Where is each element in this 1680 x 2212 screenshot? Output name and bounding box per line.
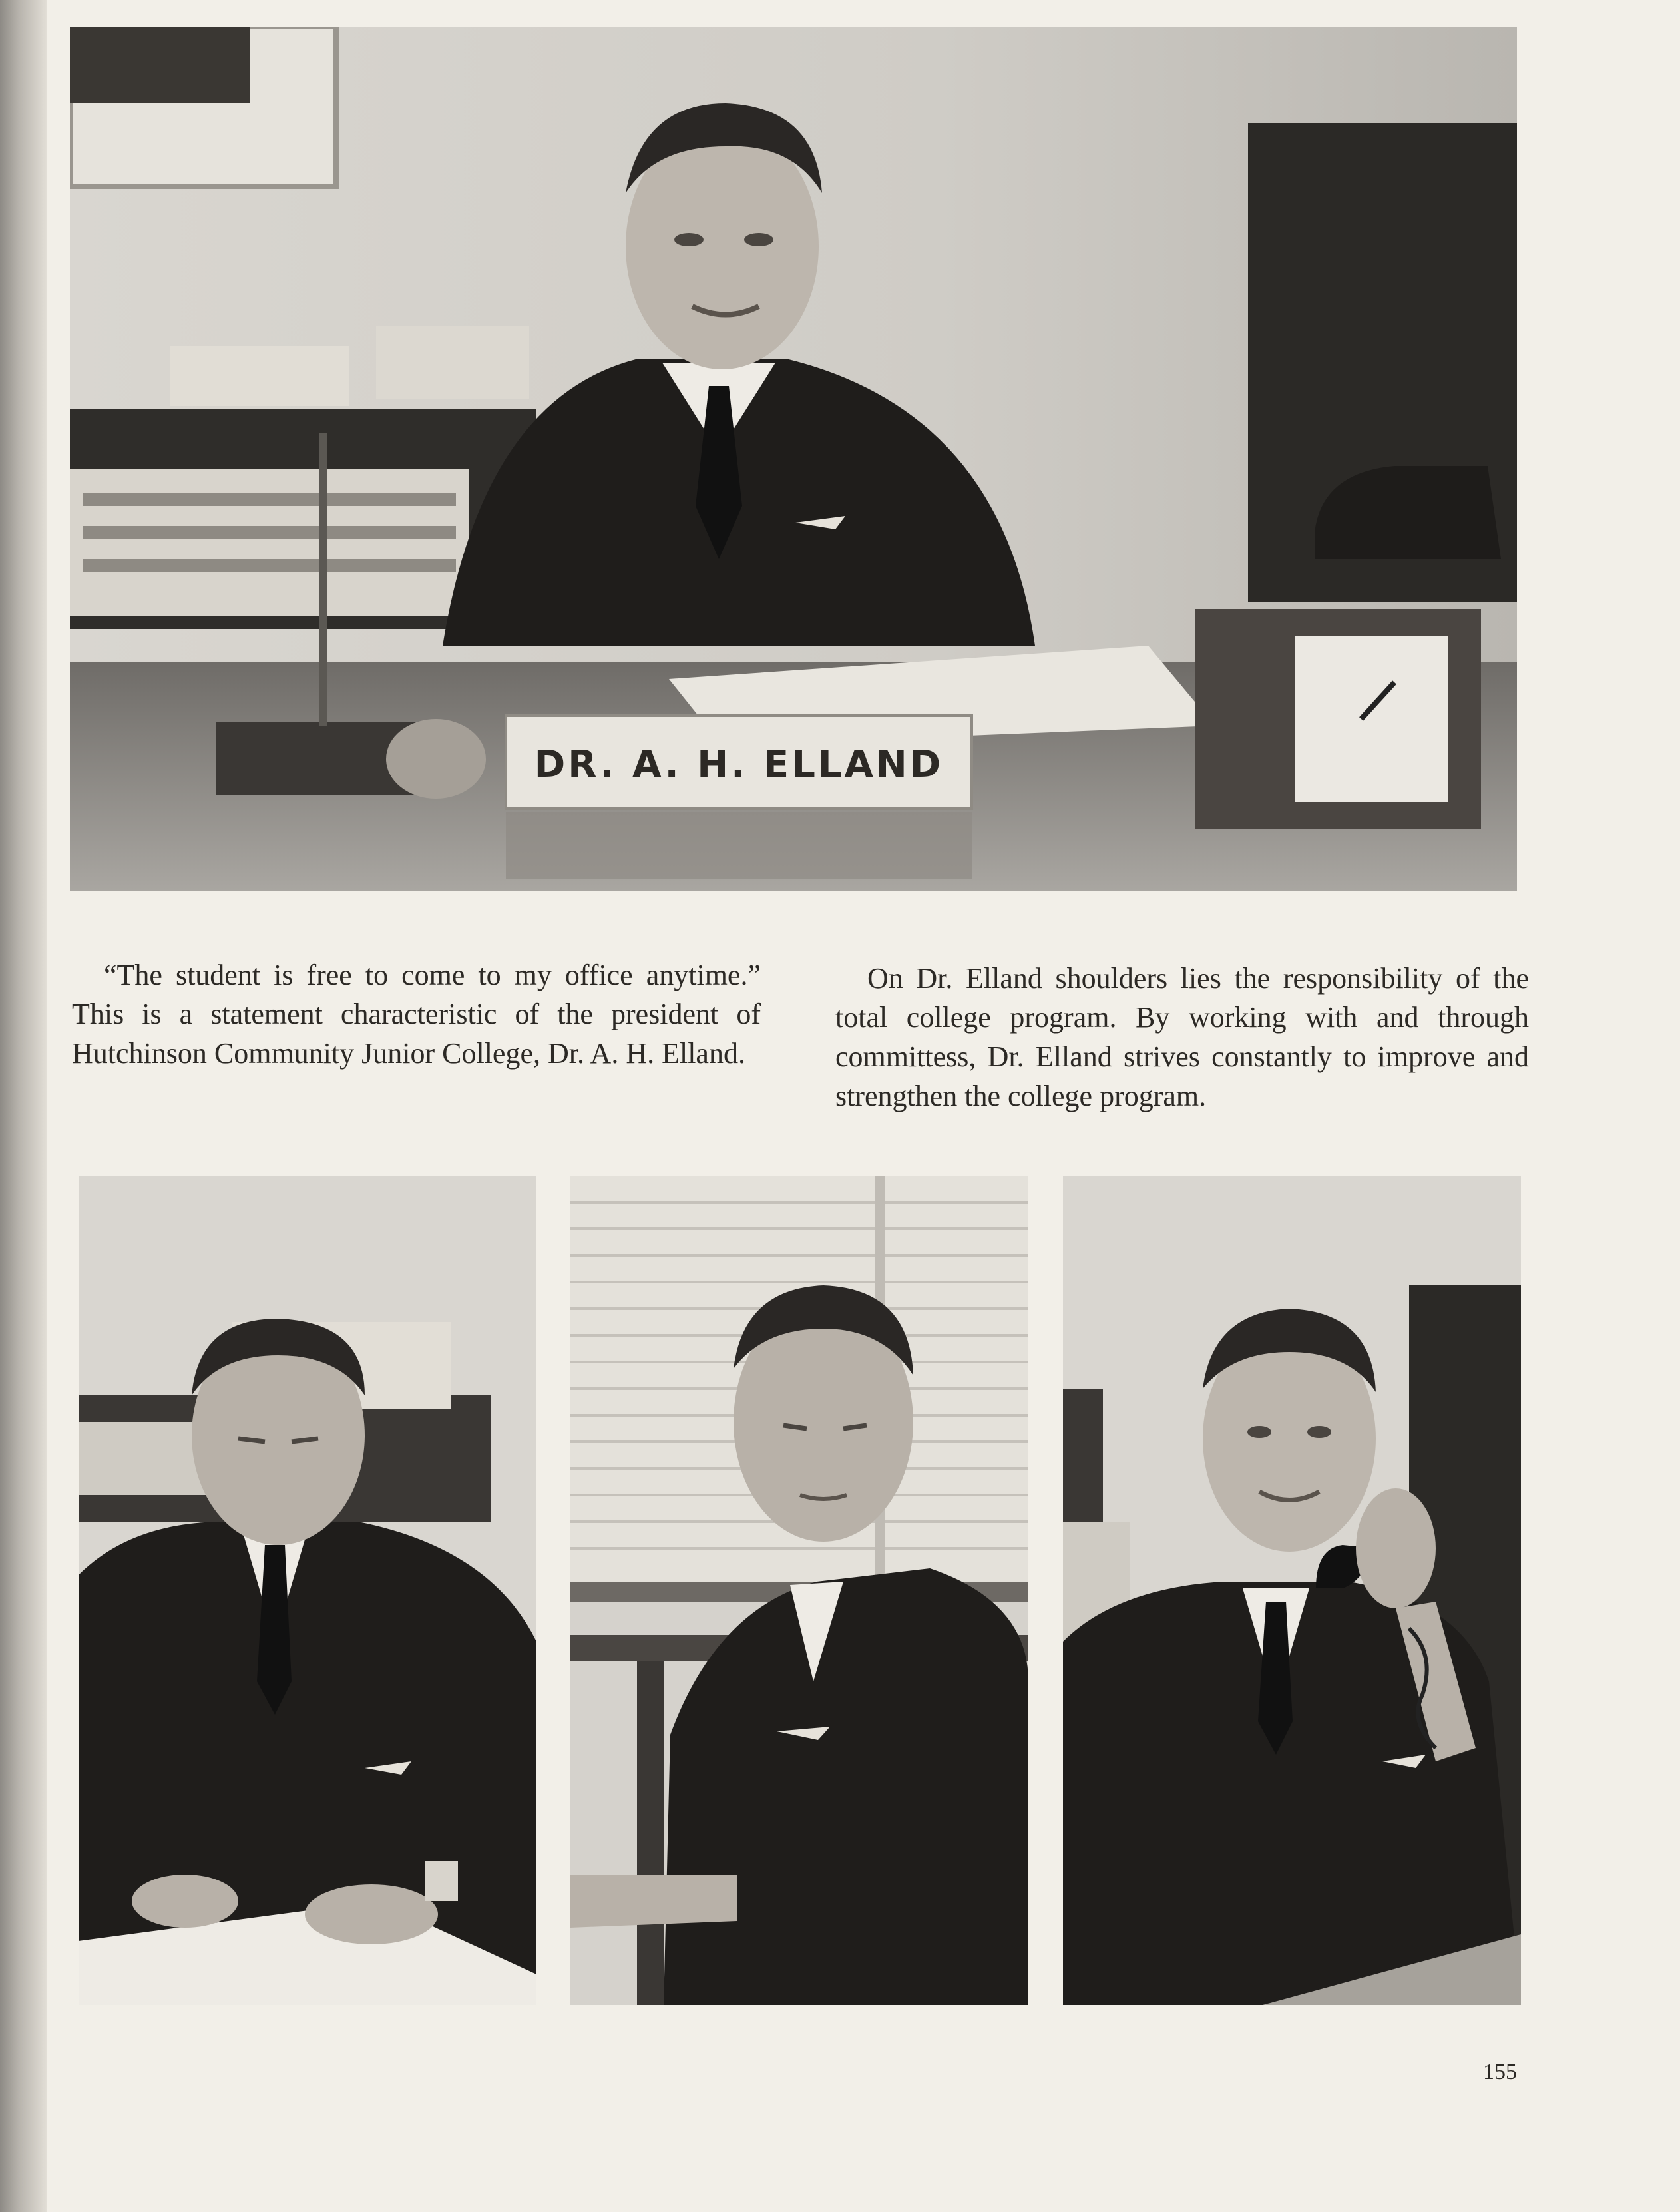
bottom-center-photo: [570, 1176, 1028, 2005]
page-number: 155: [1483, 2060, 1517, 2084]
main-photo: [70, 27, 1517, 891]
caption-right: On Dr. Elland shoulders lies the responsibility of the total college program. By working with and through committess, Dr. Elland strives constantly to improve and strengthen the college program.: [835, 962, 1529, 1112]
bottom-left-photo: [79, 1176, 536, 2005]
caption-left: “The student is free to come to my office anytime.” This is a statement characteristic of the president of Hutchinson Community Junior College, Dr. A. H. Elland.: [72, 959, 761, 1070]
nameplate-text: DR. A. H. ELLAND: [534, 743, 944, 786]
book-spine-shadow: [0, 0, 47, 2212]
bottom-right-photo: [1063, 1176, 1521, 2005]
